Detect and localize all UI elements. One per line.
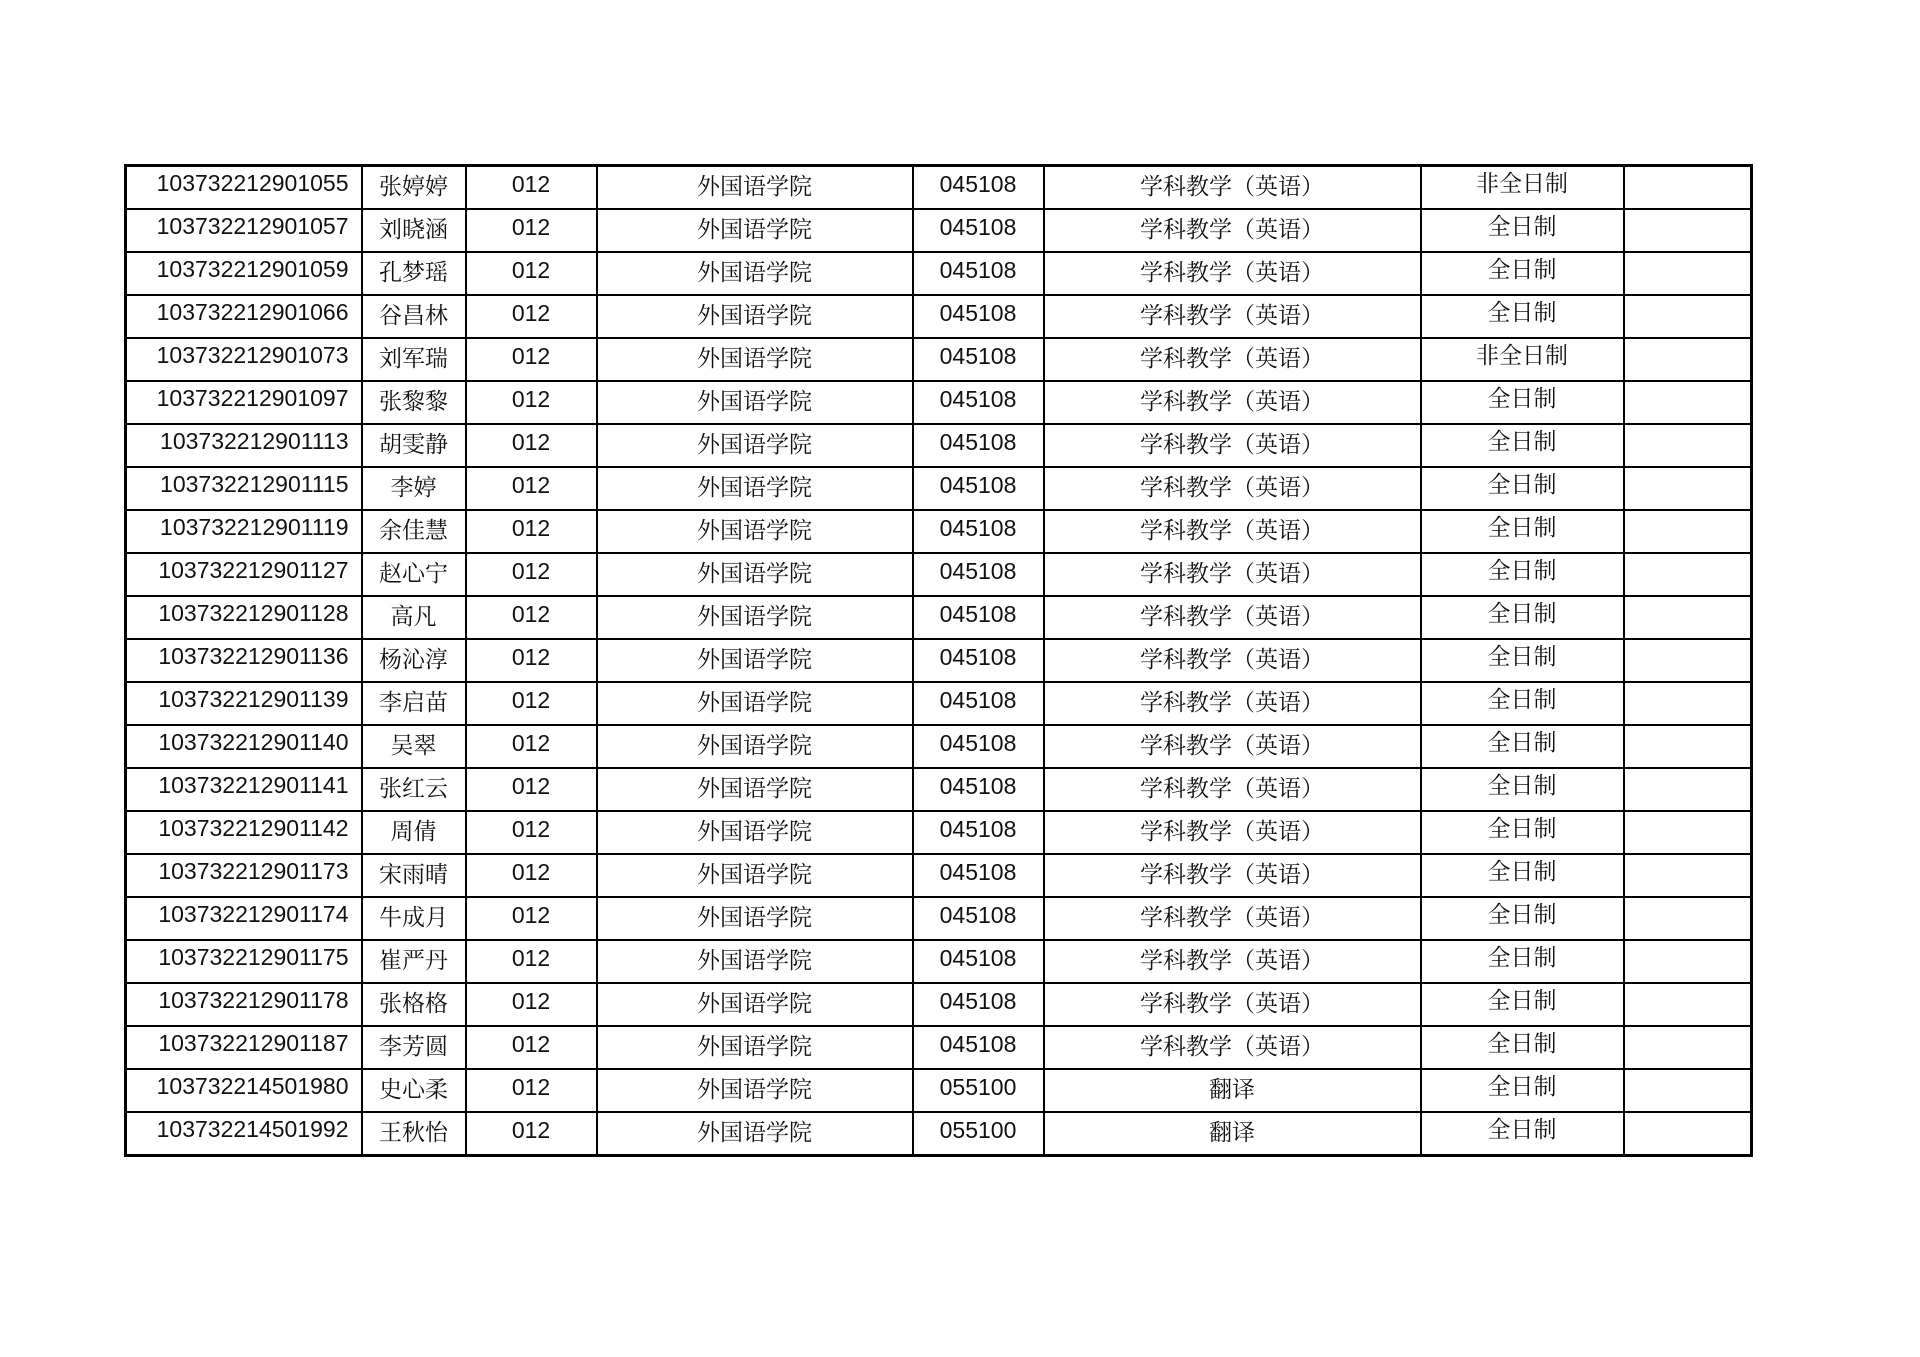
candidate-id-cell: 103732212901187	[126, 1026, 362, 1069]
major-code-cell: 045108	[913, 639, 1044, 682]
table-row	[126, 295, 1752, 338]
table-body	[126, 166, 1752, 1156]
college-name-cell: 外国语学院	[597, 252, 913, 295]
study-mode-cell: 全日制	[1421, 854, 1624, 897]
college-code-cell: 012	[466, 768, 597, 811]
major-name-cell: 学科教学（英语）	[1044, 424, 1421, 467]
table-row	[126, 381, 1752, 424]
candidate-id-cell: 103732212901127	[126, 553, 362, 596]
study-mode-cell: 全日制	[1421, 768, 1624, 811]
candidate-name-cell: 赵心宁	[362, 553, 466, 596]
college-code-cell: 012	[466, 897, 597, 940]
college-code-cell: 012	[466, 510, 597, 553]
study-mode-cell: 全日制	[1421, 1069, 1624, 1112]
table-row	[126, 467, 1752, 510]
major-name-cell: 学科教学（英语）	[1044, 811, 1421, 854]
college-name-cell: 外国语学院	[597, 983, 913, 1026]
college-name-cell: 外国语学院	[597, 768, 913, 811]
candidate-id-cell: 103732212901097	[126, 381, 362, 424]
major-name-cell: 学科教学（英语）	[1044, 940, 1421, 983]
college-name-cell: 外国语学院	[597, 338, 913, 381]
note-cell	[1624, 768, 1752, 811]
study-mode-cell: 全日制	[1421, 897, 1624, 940]
college-code-cell: 012	[466, 1069, 597, 1112]
college-code-cell: 012	[466, 811, 597, 854]
study-mode-cell: 全日制	[1421, 209, 1624, 252]
major-name-cell: 学科教学（英语）	[1044, 381, 1421, 424]
study-mode-cell: 全日制	[1421, 1112, 1624, 1156]
major-code-cell: 045108	[913, 768, 1044, 811]
major-name-cell: 学科教学（英语）	[1044, 295, 1421, 338]
college-name-cell: 外国语学院	[597, 166, 913, 210]
candidate-id-cell: 103732212901140	[126, 725, 362, 768]
table-row	[126, 725, 1752, 768]
table-row	[126, 553, 1752, 596]
college-code-cell: 012	[466, 596, 597, 639]
major-name-cell: 学科教学（英语）	[1044, 596, 1421, 639]
major-name-cell: 学科教学（英语）	[1044, 682, 1421, 725]
candidate-name-cell: 张红云	[362, 768, 466, 811]
candidate-name-cell: 张黎黎	[362, 381, 466, 424]
candidate-id-cell: 103732212901128	[126, 596, 362, 639]
candidate-name-cell: 高凡	[362, 596, 466, 639]
candidate-name-cell: 谷昌林	[362, 295, 466, 338]
major-code-cell: 045108	[913, 295, 1044, 338]
major-code-cell: 045108	[913, 725, 1044, 768]
college-code-cell: 012	[466, 983, 597, 1026]
candidate-id-cell: 103732212901073	[126, 338, 362, 381]
study-mode-cell: 全日制	[1421, 553, 1624, 596]
major-code-cell: 045108	[913, 166, 1044, 210]
study-mode-cell: 全日制	[1421, 682, 1624, 725]
table-row	[126, 1026, 1752, 1069]
college-name-cell: 外国语学院	[597, 725, 913, 768]
candidate-name-cell: 吴翠	[362, 725, 466, 768]
major-name-cell: 学科教学（英语）	[1044, 639, 1421, 682]
candidate-id-cell: 103732212901059	[126, 252, 362, 295]
candidate-id-cell: 103732212901119	[126, 510, 362, 553]
college-name-cell: 外国语学院	[597, 467, 913, 510]
candidate-name-cell: 张格格	[362, 983, 466, 1026]
table-row	[126, 596, 1752, 639]
candidate-id-cell: 103732212901055	[126, 166, 362, 210]
candidate-name-cell: 刘军瑞	[362, 338, 466, 381]
candidate-id-cell: 103732212901175	[126, 940, 362, 983]
candidate-id-cell: 103732212901141	[126, 768, 362, 811]
college-name-cell: 外国语学院	[597, 381, 913, 424]
college-code-cell: 012	[466, 338, 597, 381]
college-code-cell: 012	[466, 209, 597, 252]
college-name-cell: 外国语学院	[597, 1026, 913, 1069]
major-name-cell: 翻译	[1044, 1112, 1421, 1156]
major-code-cell: 045108	[913, 682, 1044, 725]
major-name-cell: 学科教学（英语）	[1044, 1026, 1421, 1069]
major-code-cell: 045108	[913, 252, 1044, 295]
major-code-cell: 045108	[913, 553, 1044, 596]
major-code-cell: 045108	[913, 897, 1044, 940]
major-name-cell: 学科教学（英语）	[1044, 166, 1421, 210]
note-cell	[1624, 338, 1752, 381]
candidate-id-cell: 103732212901139	[126, 682, 362, 725]
major-name-cell: 学科教学（英语）	[1044, 768, 1421, 811]
note-cell	[1624, 725, 1752, 768]
study-mode-cell: 非全日制	[1421, 166, 1624, 210]
study-mode-cell: 全日制	[1421, 424, 1624, 467]
note-cell	[1624, 682, 1752, 725]
candidate-id-cell: 103732214501992	[126, 1112, 362, 1156]
note-cell	[1624, 252, 1752, 295]
table-row	[126, 811, 1752, 854]
college-name-cell: 外国语学院	[597, 553, 913, 596]
major-code-cell: 055100	[913, 1112, 1044, 1156]
candidate-name-cell: 宋雨晴	[362, 854, 466, 897]
note-cell	[1624, 553, 1752, 596]
study-mode-cell: 非全日制	[1421, 338, 1624, 381]
college-code-cell: 012	[466, 854, 597, 897]
table-row	[126, 940, 1752, 983]
college-code-cell: 012	[466, 381, 597, 424]
college-code-cell: 012	[466, 1112, 597, 1156]
candidate-id-cell: 103732212901057	[126, 209, 362, 252]
college-name-cell: 外国语学院	[597, 1112, 913, 1156]
table-row	[126, 338, 1752, 381]
note-cell	[1624, 424, 1752, 467]
candidate-id-cell: 103732212901173	[126, 854, 362, 897]
table-row	[126, 639, 1752, 682]
study-mode-cell: 全日制	[1421, 295, 1624, 338]
major-code-cell: 045108	[913, 381, 1044, 424]
major-code-cell: 045108	[913, 1026, 1044, 1069]
note-cell	[1624, 381, 1752, 424]
college-code-cell: 012	[466, 553, 597, 596]
college-name-cell: 外国语学院	[597, 596, 913, 639]
college-name-cell: 外国语学院	[597, 682, 913, 725]
major-code-cell: 045108	[913, 209, 1044, 252]
major-name-cell: 学科教学（英语）	[1044, 467, 1421, 510]
candidate-id-cell: 103732212901066	[126, 295, 362, 338]
candidate-name-cell: 王秋怡	[362, 1112, 466, 1156]
college-name-cell: 外国语学院	[597, 854, 913, 897]
note-cell	[1624, 897, 1752, 940]
college-name-cell: 外国语学院	[597, 940, 913, 983]
candidate-id-cell: 103732212901113	[126, 424, 362, 467]
major-code-cell: 045108	[913, 596, 1044, 639]
table-row	[126, 682, 1752, 725]
candidate-id-cell: 103732214501980	[126, 1069, 362, 1112]
candidate-name-cell: 崔严丹	[362, 940, 466, 983]
college-name-cell: 外国语学院	[597, 811, 913, 854]
note-cell	[1624, 295, 1752, 338]
study-mode-cell: 全日制	[1421, 725, 1624, 768]
major-name-cell: 学科教学（英语）	[1044, 897, 1421, 940]
study-mode-cell: 全日制	[1421, 596, 1624, 639]
major-name-cell: 学科教学（英语）	[1044, 725, 1421, 768]
major-code-cell: 045108	[913, 510, 1044, 553]
study-mode-cell: 全日制	[1421, 811, 1624, 854]
college-code-cell: 012	[466, 467, 597, 510]
college-code-cell: 012	[466, 1026, 597, 1069]
major-name-cell: 学科教学（英语）	[1044, 252, 1421, 295]
candidate-id-cell: 103732212901174	[126, 897, 362, 940]
candidate-name-cell: 张婷婷	[362, 166, 466, 210]
major-code-cell: 045108	[913, 854, 1044, 897]
study-mode-cell: 全日制	[1421, 940, 1624, 983]
note-cell	[1624, 1112, 1752, 1156]
note-cell	[1624, 639, 1752, 682]
study-mode-cell: 全日制	[1421, 467, 1624, 510]
note-cell	[1624, 811, 1752, 854]
note-cell	[1624, 940, 1752, 983]
note-cell	[1624, 467, 1752, 510]
study-mode-cell: 全日制	[1421, 983, 1624, 1026]
table-row	[126, 1112, 1752, 1156]
study-mode-cell: 全日制	[1421, 381, 1624, 424]
table-row	[126, 1069, 1752, 1112]
college-code-cell: 012	[466, 682, 597, 725]
college-name-cell: 外国语学院	[597, 1069, 913, 1112]
candidate-name-cell: 余佳慧	[362, 510, 466, 553]
note-cell	[1624, 854, 1752, 897]
major-name-cell: 学科教学（英语）	[1044, 510, 1421, 553]
candidate-name-cell: 史心柔	[362, 1069, 466, 1112]
table-row	[126, 209, 1752, 252]
major-name-cell: 学科教学（英语）	[1044, 553, 1421, 596]
major-code-cell: 045108	[913, 940, 1044, 983]
table-row	[126, 424, 1752, 467]
major-name-cell: 学科教学（英语）	[1044, 338, 1421, 381]
candidate-id-cell: 103732212901115	[126, 467, 362, 510]
college-name-cell: 外国语学院	[597, 639, 913, 682]
candidate-name-cell: 牛成月	[362, 897, 466, 940]
college-code-cell: 012	[466, 424, 597, 467]
table-row	[126, 510, 1752, 553]
major-code-cell: 045108	[913, 424, 1044, 467]
college-code-cell: 012	[466, 252, 597, 295]
candidate-id-cell: 103732212901136	[126, 639, 362, 682]
college-name-cell: 外国语学院	[597, 424, 913, 467]
candidate-name-cell: 周倩	[362, 811, 466, 854]
college-name-cell: 外国语学院	[597, 510, 913, 553]
college-name-cell: 外国语学院	[597, 209, 913, 252]
note-cell	[1624, 166, 1752, 210]
major-name-cell: 学科教学（英语）	[1044, 854, 1421, 897]
candidate-id-cell: 103732212901178	[126, 983, 362, 1026]
major-code-cell: 045108	[913, 811, 1044, 854]
study-mode-cell: 全日制	[1421, 639, 1624, 682]
admission-list-table	[124, 164, 1753, 1157]
note-cell	[1624, 596, 1752, 639]
note-cell	[1624, 1069, 1752, 1112]
note-cell	[1624, 510, 1752, 553]
table-row	[126, 897, 1752, 940]
major-name-cell: 学科教学（英语）	[1044, 209, 1421, 252]
table-row	[126, 166, 1752, 210]
candidate-name-cell: 胡雯静	[362, 424, 466, 467]
candidate-name-cell: 刘晓涵	[362, 209, 466, 252]
note-cell	[1624, 209, 1752, 252]
major-code-cell: 055100	[913, 1069, 1044, 1112]
candidate-name-cell: 李婷	[362, 467, 466, 510]
major-name-cell: 翻译	[1044, 1069, 1421, 1112]
major-code-cell: 045108	[913, 338, 1044, 381]
table-row	[126, 768, 1752, 811]
study-mode-cell: 全日制	[1421, 510, 1624, 553]
candidate-id-cell: 103732212901142	[126, 811, 362, 854]
college-code-cell: 012	[466, 166, 597, 210]
table-row	[126, 252, 1752, 295]
note-cell	[1624, 983, 1752, 1026]
college-code-cell: 012	[466, 295, 597, 338]
candidate-name-cell: 李芳圆	[362, 1026, 466, 1069]
study-mode-cell: 全日制	[1421, 1026, 1624, 1069]
major-code-cell: 045108	[913, 467, 1044, 510]
college-code-cell: 012	[466, 639, 597, 682]
college-code-cell: 012	[466, 940, 597, 983]
major-name-cell: 学科教学（英语）	[1044, 983, 1421, 1026]
candidate-name-cell: 李启苗	[362, 682, 466, 725]
college-name-cell: 外国语学院	[597, 897, 913, 940]
college-code-cell: 012	[466, 725, 597, 768]
table-row	[126, 983, 1752, 1026]
candidate-name-cell: 孔梦瑶	[362, 252, 466, 295]
table-row	[126, 854, 1752, 897]
note-cell	[1624, 1026, 1752, 1069]
study-mode-cell: 全日制	[1421, 252, 1624, 295]
college-name-cell: 外国语学院	[597, 295, 913, 338]
major-code-cell: 045108	[913, 983, 1044, 1026]
candidate-name-cell: 杨沁淳	[362, 639, 466, 682]
